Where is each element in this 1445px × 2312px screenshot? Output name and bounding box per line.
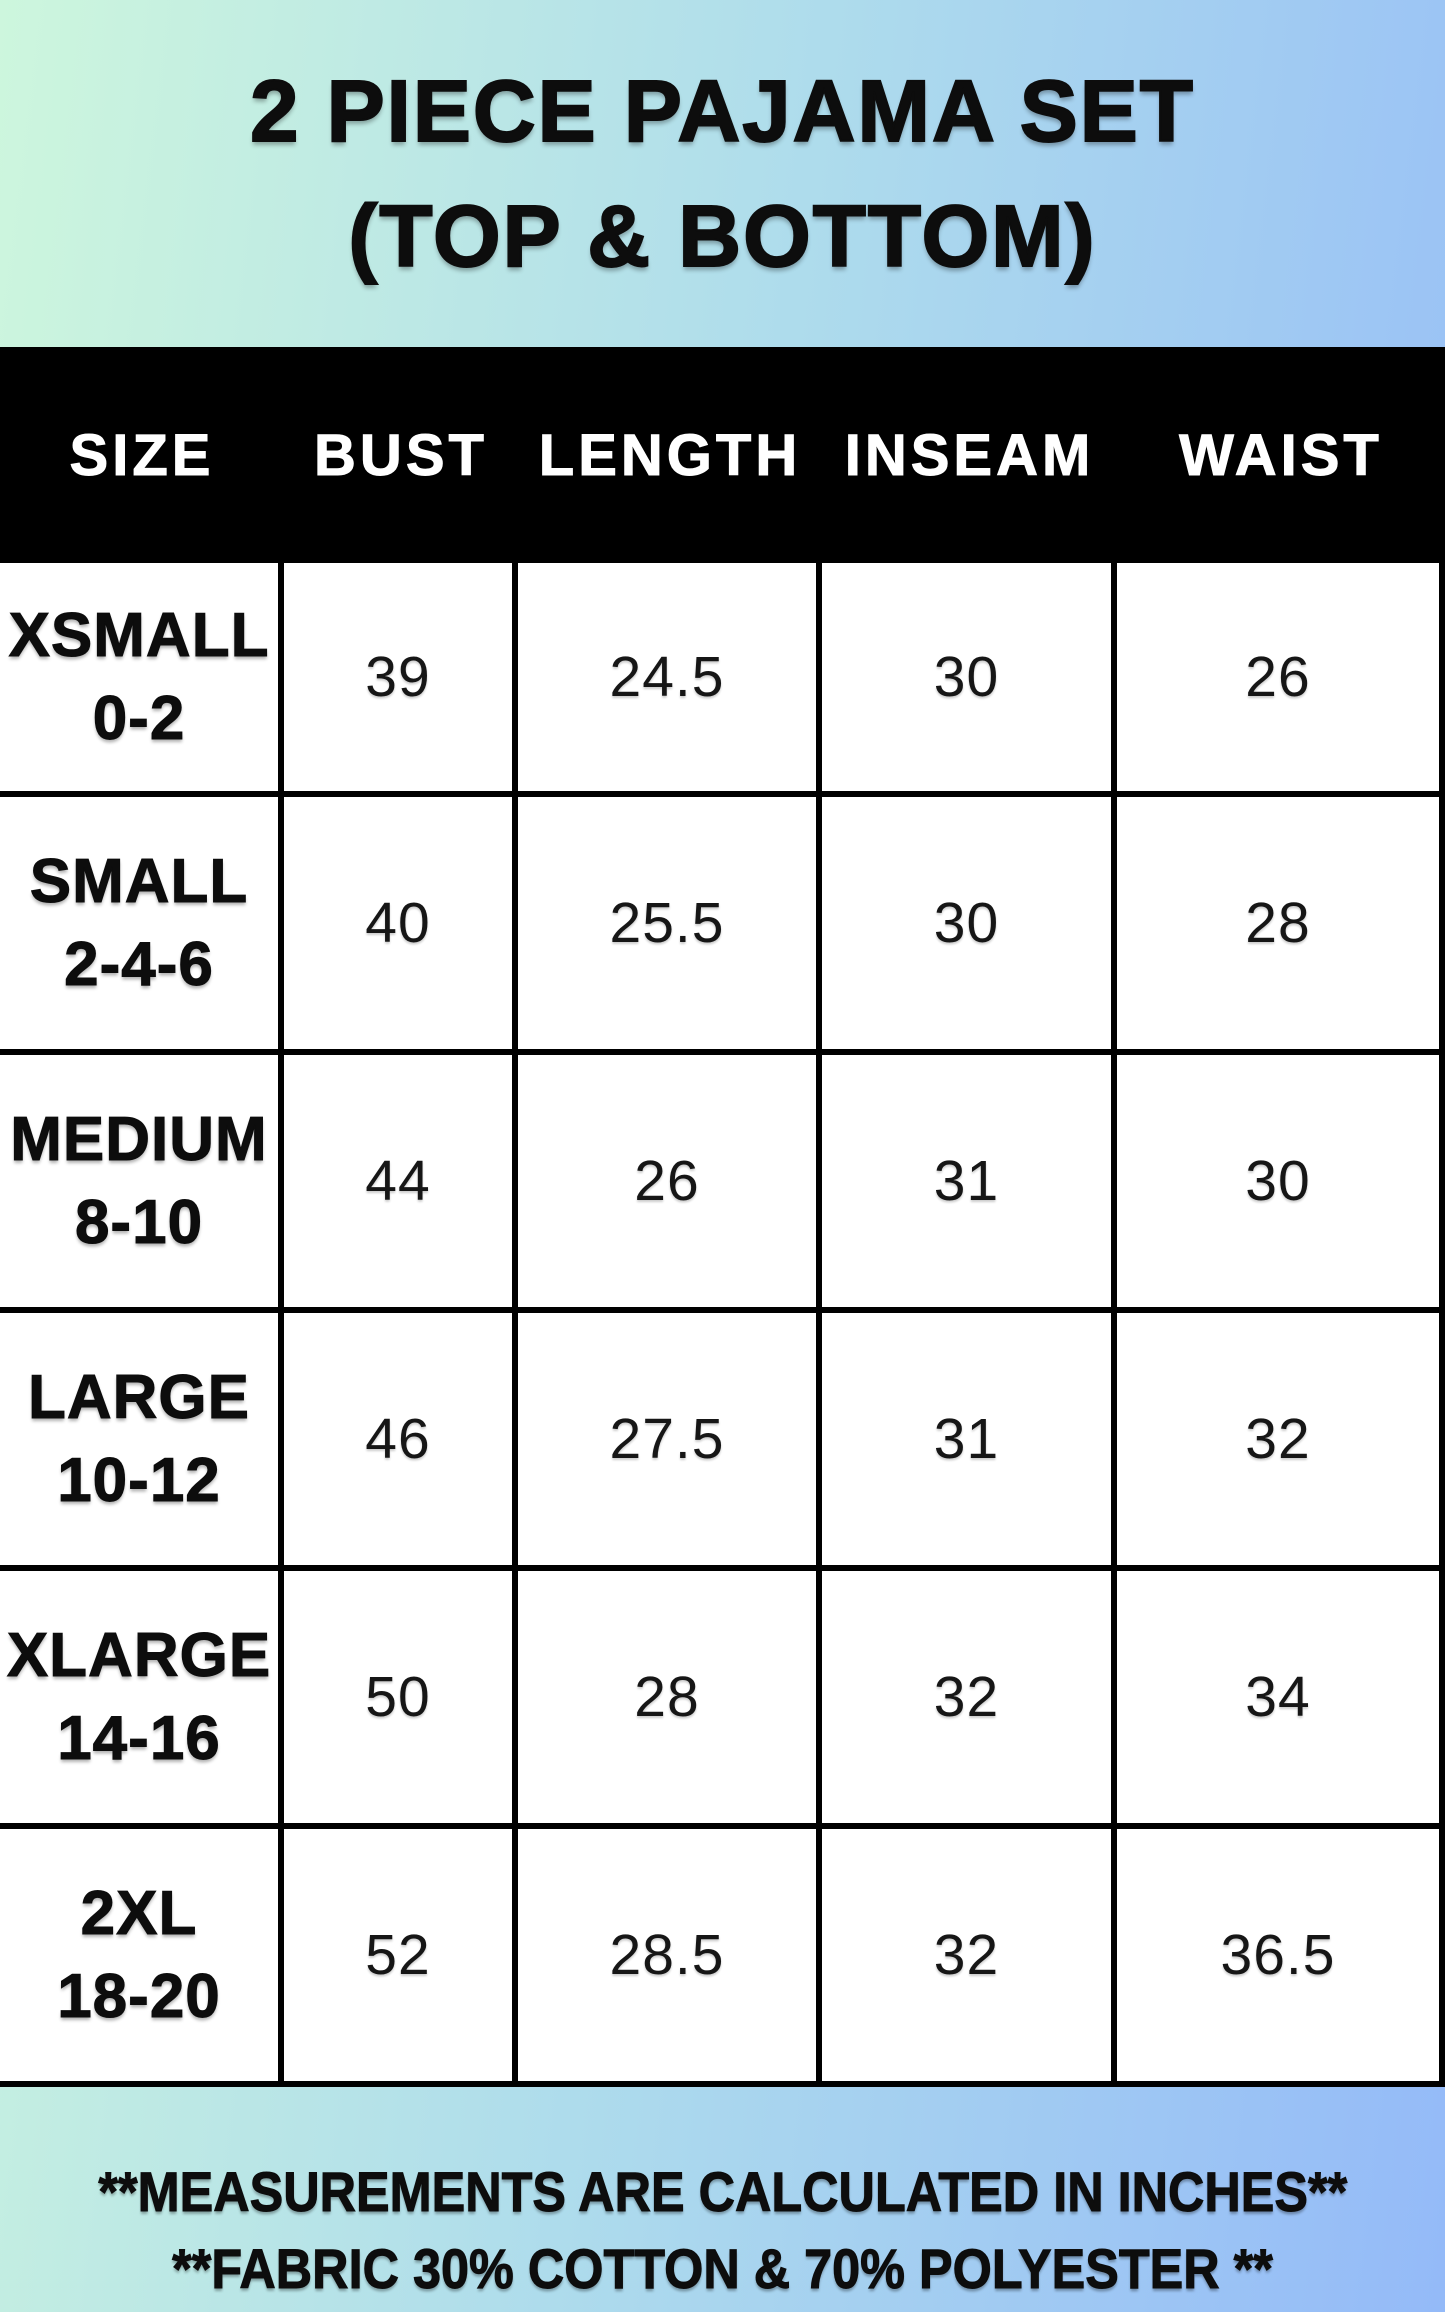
inseam-value: 31 — [822, 1055, 1117, 1307]
size-name: XSMALL — [8, 600, 270, 670]
table-row — [0, 1829, 1445, 2087]
bust-value: 46 — [284, 1313, 518, 1565]
size-table-body — [0, 563, 1445, 2087]
size-cell — [0, 563, 284, 791]
waist-value: 28 — [1117, 797, 1445, 1049]
column-header-bust: BUST — [314, 422, 488, 488]
size-cell — [0, 1055, 284, 1307]
inseam-value: 32 — [822, 1829, 1117, 2081]
fabric-note: **FABRIC 30% COTTON & 70% POLYESTER ** — [172, 2237, 1273, 2301]
table-row — [0, 563, 1445, 797]
table-row — [0, 1055, 1445, 1313]
waist-value: 26 — [1117, 563, 1445, 791]
poster-title — [0, 0, 1445, 347]
size-range: 8-10 — [74, 1188, 204, 1257]
column-header-length: LENGTH — [538, 422, 802, 488]
length-value: 28.5 — [518, 1829, 822, 2081]
length-value: 25.5 — [518, 797, 822, 1049]
table-row — [0, 1571, 1445, 1829]
size-range: 0-2 — [92, 684, 186, 753]
length-value: 24.5 — [518, 563, 822, 791]
table-header-row — [0, 347, 1445, 563]
waist-value: 30 — [1117, 1055, 1445, 1307]
inseam-value: 30 — [822, 563, 1117, 791]
inseam-value: 31 — [822, 1313, 1117, 1565]
inseam-value: 30 — [822, 797, 1117, 1049]
bust-value: 44 — [284, 1055, 518, 1307]
size-range: 2-4-6 — [64, 930, 214, 999]
size-range: 14-16 — [57, 1704, 221, 1773]
table-row — [0, 1313, 1445, 1571]
inseam-value: 32 — [822, 1571, 1117, 1823]
size-name: SMALL — [29, 846, 249, 916]
column-header-inseam: INSEAM — [844, 422, 1095, 488]
bust-value: 50 — [284, 1571, 518, 1823]
size-range: 18-20 — [57, 1962, 221, 2031]
waist-value: 34 — [1117, 1571, 1445, 1823]
size-name: XLARGE — [6, 1620, 272, 1690]
length-value: 28 — [518, 1571, 822, 1823]
waist-value: 36.5 — [1117, 1829, 1445, 2081]
size-cell — [0, 1571, 284, 1823]
waist-value: 32 — [1117, 1313, 1445, 1565]
length-value: 27.5 — [518, 1313, 822, 1565]
size-name: LARGE — [28, 1362, 250, 1432]
column-header-waist: WAIST — [1179, 422, 1383, 488]
title-line-2: (TOP & BOTTOM) — [348, 187, 1097, 285]
bust-value: 39 — [284, 563, 518, 791]
bust-value: 52 — [284, 1829, 518, 2081]
column-header-size: SIZE — [69, 422, 215, 488]
length-value: 26 — [518, 1055, 822, 1307]
bust-value: 40 — [284, 797, 518, 1049]
table-row — [0, 797, 1445, 1055]
size-name: 2XL — [80, 1878, 198, 1948]
size-name: MEDIUM — [10, 1104, 268, 1174]
size-cell — [0, 797, 284, 1049]
size-cell — [0, 1829, 284, 2081]
size-range: 10-12 — [57, 1446, 221, 1515]
size-cell — [0, 1313, 284, 1565]
measurements-note: **MEASUREMENTS ARE CALCULATED IN INCHES** — [98, 2159, 1347, 2223]
poster-footer — [0, 2087, 1445, 2312]
title-line-1: 2 PIECE PAJAMA SET — [250, 62, 1195, 160]
